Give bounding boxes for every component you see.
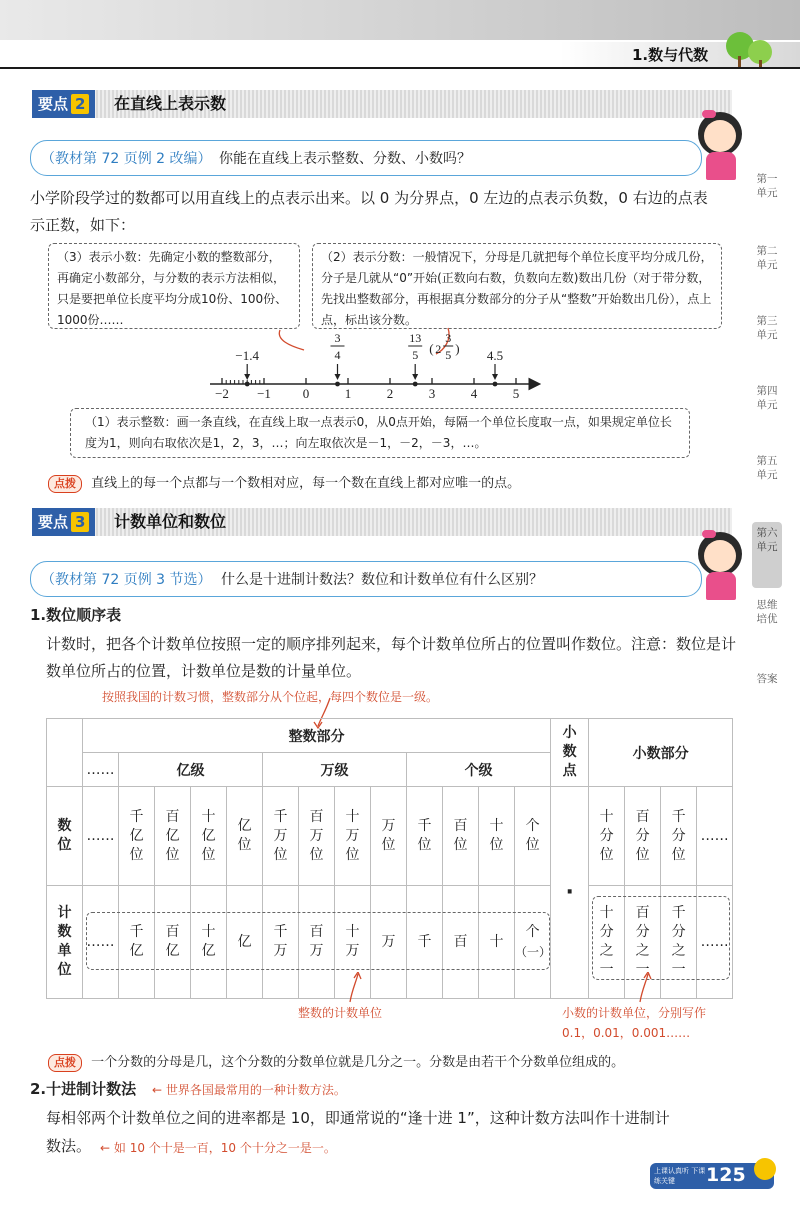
section-2-header (32, 90, 732, 118)
tip-badge: 点拨 (48, 1054, 82, 1072)
group-yi: 亿级 (119, 753, 263, 787)
question-box-2 (30, 140, 702, 176)
place-cell: 百万位 (299, 787, 335, 886)
mark-point (493, 382, 498, 387)
tick-label: 4 (470, 386, 478, 401)
star-mascot-icon (754, 1158, 776, 1180)
page-number: 125 (706, 1164, 746, 1186)
question-box-3 (30, 561, 702, 597)
question-source: （教材第 72 页例 3 节选） (41, 572, 212, 588)
place-cell: 十分位 (589, 787, 625, 886)
unit-cell: 十分之一 (589, 886, 625, 999)
fraction-numerator: 3 (334, 331, 341, 345)
decimal-point-header: 小数点 (551, 719, 589, 787)
annotation-arrow (620, 972, 660, 1006)
place-cell: 万位 (371, 787, 407, 886)
tick-label: −2 (215, 386, 229, 401)
mixed-denominator: 5 (445, 348, 452, 362)
tip-text: 直线上的每一个点都与一个数相对应，每一个数在直线上都对应唯一的点。 (91, 476, 521, 491)
place-cell: 个位 (515, 787, 551, 886)
integer-units-highlight (86, 912, 550, 970)
side-tab-unit-3[interactable]: 第三单元 (756, 315, 778, 341)
mark-arrowhead (492, 374, 498, 380)
ellipsis-cell: …… (83, 753, 119, 787)
unit-cell: 百亿 (155, 886, 191, 999)
girl-mascot-icon (696, 532, 746, 602)
side-tab-unit-6[interactable]: 第六单元 (752, 522, 782, 588)
tip-badge: 点拨 (48, 475, 82, 493)
tip-note-2 (48, 1051, 738, 1072)
decimal-point-cell: · (551, 787, 589, 999)
side-tab-unit-2[interactable]: 第二单元 (756, 245, 778, 271)
integer-method-box: （1）表示整数：画一条直线，在直线上取一点表示0，从0点开始，每隔一个单位长度取一点，如果规定单位长度为1，则向右取依次是1，2，3，…；向左取依次是－1，－2，－3，…。 (70, 408, 690, 458)
place-cell: 十亿位 (191, 787, 227, 886)
unit-cell: 十 (479, 886, 515, 999)
annotation-decimal-values: 0.1，0.01，0.001…… (562, 1026, 691, 1040)
number-line (200, 326, 560, 406)
row-label-places: 数位 (47, 787, 83, 886)
ellipsis-cell: …… (83, 886, 119, 999)
ellipsis-cell: …… (697, 787, 733, 886)
row-label-units: 计数单位 (47, 886, 83, 999)
question-text: 什么是十进制计数法？数位和计数单位有什么区别？ (221, 572, 543, 588)
tick-label: 0 (302, 386, 310, 401)
unit-cell: 万 (371, 886, 407, 999)
place-cell: 千万位 (263, 787, 299, 886)
mark-label: 4.5 (486, 348, 504, 363)
subsection-2-text-line2: 数法。 (46, 1137, 92, 1155)
tick-label: 3 (428, 386, 436, 401)
mixed-close-paren: ) (455, 341, 460, 356)
decimal-part-header: 小数部分 (589, 719, 733, 787)
tick-label: 5 (512, 386, 520, 401)
unit-cell: 千分之一 (661, 886, 697, 999)
mark-arrowhead (244, 374, 250, 380)
section-3-title: 计数单位和数位 (114, 512, 227, 531)
side-tab-answers[interactable]: 答案 (756, 673, 778, 685)
annotation-decimal-units: 小数的计数单位，分别写作 (562, 1006, 707, 1020)
unit-cell: 千亿 (119, 886, 155, 999)
chapter-title: 1.数与代数 (632, 46, 709, 64)
top-banner (0, 0, 800, 40)
mixed-numerator: 3 (445, 331, 452, 345)
tree-icon (722, 30, 778, 70)
tip-note-1 (48, 472, 728, 493)
side-tab-thinking[interactable]: 思维培优 (756, 599, 778, 625)
place-cell: 千分位 (661, 787, 697, 886)
place-cell: 百亿位 (155, 787, 191, 886)
unit-cell: 百 (443, 886, 479, 999)
tick-label: 1 (344, 386, 352, 401)
annotation-arrow (330, 972, 370, 1006)
annotation-integer-units: 整数的计数单位 (298, 1006, 383, 1020)
place-cell: 千亿位 (119, 787, 155, 886)
section-2-title: 在直线上表示数 (114, 94, 227, 113)
unit-cell: 亿 (227, 886, 263, 999)
mark-arrowhead (335, 374, 341, 380)
question-text: 你能在直线上表示整数、分数、小数吗？ (219, 151, 471, 167)
unit-cell: 十万 (335, 886, 371, 999)
tick-label: 2 (386, 386, 394, 401)
question-source: （教材第 72 页例 2 改编） (41, 151, 212, 167)
place-cell: 亿位 (227, 787, 263, 886)
subsection-1-title: 1.数位顺序表 (30, 606, 122, 624)
section-3-header (32, 508, 732, 536)
subsection-1-text: 计数时，把各个计数单位按照一定的顺序排列起来，每个计数单位所占的位置叫作数位。注意：数位是计数单位所占的位置，计数单位是数的计量单位。 (46, 635, 737, 680)
unit-cell-one: 个 （一） (515, 886, 551, 999)
place-cell: 千位 (407, 787, 443, 886)
ellipsis-cell: …… (697, 886, 733, 999)
subsection-2-example: ← 如 10 个十是一百，10 个十分之一是一。 (100, 1141, 336, 1155)
mixed-open-paren: ( (429, 341, 434, 356)
pointer-curve-decimal (279, 330, 304, 350)
integer-part-header: 整数部分 (83, 719, 551, 753)
mark-point (335, 382, 340, 387)
tick-label: −1 (257, 386, 271, 401)
decimal-method-box: （3）表示小数：先确定小数的整数部分，再确定小数部分，与分数的表示方法相似，只是要把单位长度平均分成10份、100份、1000份…… (48, 243, 300, 329)
side-tab-unit-4[interactable]: 第四单元 (756, 385, 778, 411)
unit-cell: 百分之一 (625, 886, 661, 999)
unit-cell: 千 (407, 886, 443, 999)
place-cell: 十万位 (335, 787, 371, 886)
annotation-top: 按照我国的计数习惯，整数部分从个位起，每四个数位是一级。 (102, 690, 439, 704)
decimal-units-highlight (592, 896, 730, 980)
ellipsis-cell: …… (83, 787, 119, 886)
fraction-denominator: 5 (412, 348, 419, 362)
mark-point (413, 382, 418, 387)
section-3-tag: 要点 3 (32, 508, 95, 536)
group-ge: 个级 (407, 753, 551, 787)
unit-cell: 百万 (299, 886, 335, 999)
girl-mascot-icon (696, 112, 746, 182)
subsection-2-annotation: ← 世界各国最常用的一种计数方法。 (152, 1083, 346, 1097)
unit-cell: 十亿 (191, 886, 227, 999)
subsection-2-title: 2.十进制计数法 (30, 1080, 137, 1098)
subsection-2-text-line1: 每相邻两个计数单位之间的进率都是 10，即通常说的“逢十进 1”，这种计数方法叫作十进制计 (46, 1109, 670, 1127)
place-cell: 百分位 (625, 787, 661, 886)
side-tab-unit-1[interactable]: 第一单元 (756, 173, 778, 199)
mark-label: −1.4 (235, 348, 259, 363)
place-cell: 百位 (443, 787, 479, 886)
table-corner (47, 719, 83, 787)
fraction-denominator: 4 (334, 348, 341, 362)
header-rule (0, 67, 800, 69)
mark-point (245, 382, 250, 387)
footer-slogan: 上课认真听 下课练关键 (654, 1167, 706, 1185)
unit-cell: 千万 (263, 886, 299, 999)
side-tab-unit-5[interactable]: 第五单元 (756, 455, 778, 481)
group-wan: 万级 (263, 753, 407, 787)
mark-arrowhead (412, 374, 418, 380)
place-cell: 十位 (479, 787, 515, 886)
mixed-whole: 2 (435, 342, 442, 356)
tip-text: 一个分数的分母是几，这个分数的分数单位就是几分之一。分数是由若干个分数单位组成的。 (91, 1055, 625, 1070)
intro-text: 小学阶段学过的数都可以用直线上的点表示出来。以 0 为分界点，0 左边的点表示负数，0 右边的点表示正数，如下： (30, 189, 708, 234)
fraction-method-box: （2）表示分数：一般情况下，分母是几就把每个单位长度平均分成几份，分子是几就从“0”开始(正数向右数，负数向左数)数出几份（对于带分数，先找出整数部分，再根据真分数部分的分子从“整数”开始数出几份），点上点，标出该分数。 (312, 243, 722, 329)
fraction-numerator: 13 (409, 331, 422, 345)
section-2-tag: 要点 2 (32, 90, 95, 118)
